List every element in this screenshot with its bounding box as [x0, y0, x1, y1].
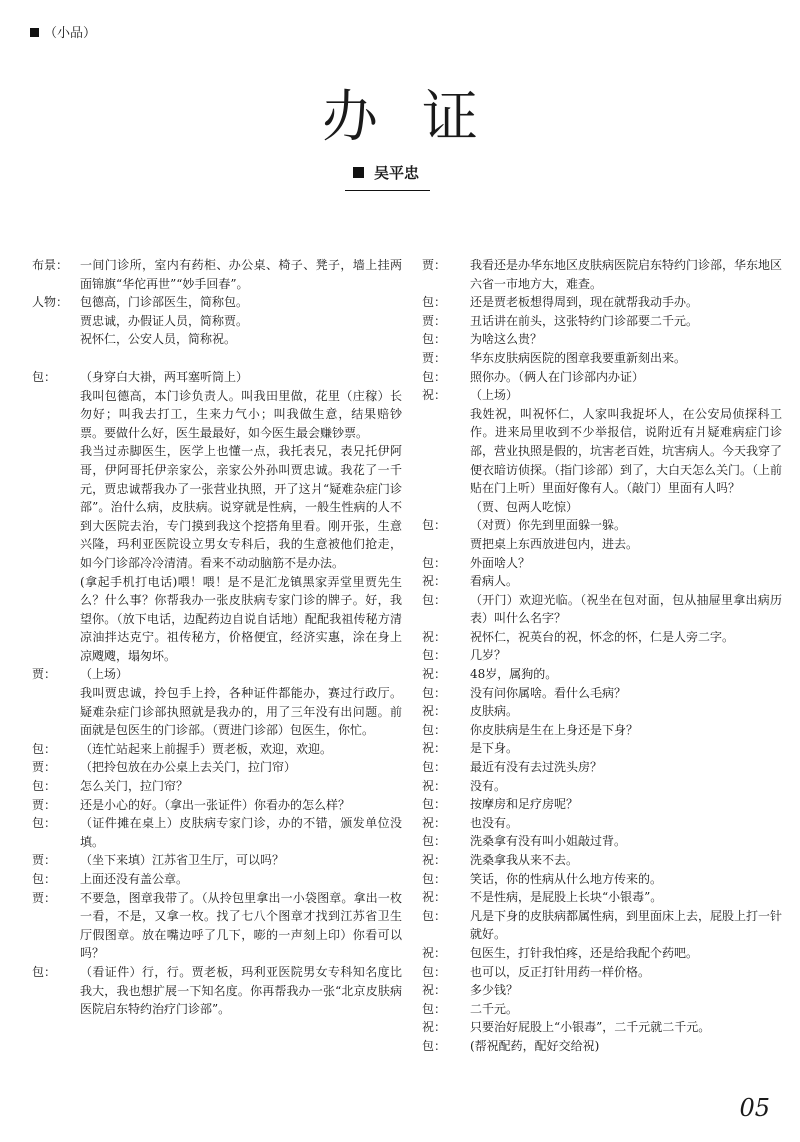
dialogue-text: 包医生，打针我怕疼，还是给我配个药吧。 — [470, 945, 699, 960]
script-line — [32, 293, 402, 312]
speaker-label — [422, 405, 470, 498]
script-line — [32, 796, 402, 815]
speaker-label: 祝： — [422, 778, 447, 793]
speaker-label: 祝： — [422, 574, 447, 589]
dialogue-text: 没有问你属啥。看什么毛病？ — [470, 685, 627, 700]
speaker-label: 包： — [422, 797, 447, 812]
script-line — [32, 312, 402, 331]
speaker-label: 包： — [32, 872, 57, 886]
speaker-label: 祝： — [422, 629, 447, 644]
script-line — [422, 516, 782, 535]
speaker-label — [32, 330, 80, 349]
speaker-label: 布景： — [32, 258, 69, 272]
script-line — [422, 888, 782, 907]
dialogue-text: （连忙站起来上前握手）贾老板，欢迎，欢迎。 — [80, 741, 333, 756]
dialogue-text: 也可以，反正打针用药一样价格。 — [470, 964, 651, 979]
dialogue-text: （上场） — [470, 388, 519, 403]
script-line — [422, 721, 782, 740]
script-line — [32, 684, 402, 740]
script-line — [422, 944, 782, 963]
script-line — [422, 386, 782, 405]
section-tag — [30, 22, 96, 41]
script-line — [422, 591, 782, 628]
dialogue-text: （贾、包两人吃惊） — [470, 499, 579, 514]
speaker-label: 包： — [422, 295, 447, 310]
speaker-label: 包： — [422, 1001, 447, 1016]
script-line — [32, 870, 402, 889]
script-line — [32, 256, 402, 293]
script-line — [422, 758, 782, 777]
dialogue-text: （坐下来填）江苏省卫生厅，可以吗？ — [80, 853, 285, 868]
speaker-label: 祝： — [422, 1020, 447, 1035]
dialogue-text: 我姓祝，叫祝怀仁，人家叫我捉坏人，在公安局侦探科工作。进来局里收到不少举报信，说附近有爿疑难病症门诊部，营业执照是假的，坑害老百姓，坑害病人。今天我穿了便衣暗访侦探。（指门诊部）到了，大白天怎么关门。（上前贴在门上听）里面好像有人。（敲门）里面有人吗？ — [470, 406, 783, 496]
dialogue-text: 祝怀仁，公安人员，简称祝。 — [80, 332, 237, 347]
dialogue-text: （身穿白大褂，两耳塞听筒上） — [80, 369, 249, 384]
dialogue-text: 看病人。 — [470, 574, 519, 589]
speaker-label: 包： — [422, 332, 447, 347]
script-line — [32, 740, 402, 759]
script-line — [422, 702, 782, 721]
speaker-label — [422, 498, 470, 517]
dialogue-text: （证件摊在桌上）皮肤病专家门诊，办的不错，颁发单位没填。 — [80, 816, 402, 849]
script-line — [422, 665, 782, 684]
speaker-label: 贾： — [422, 350, 447, 365]
speaker-label: 贾： — [32, 667, 57, 682]
dialogue-text: 只要治好屁股上“小银毒”，二千元就二千元。 — [470, 1020, 711, 1035]
speaker-label: 贾： — [32, 797, 57, 812]
script-line — [422, 1000, 782, 1019]
dialogue-text: 多少钱？ — [470, 983, 519, 998]
script-line — [32, 387, 402, 443]
script-line — [422, 256, 782, 293]
speaker-label: 贾： — [32, 760, 57, 775]
left-column — [32, 256, 402, 1019]
dialogue-text: 几岁？ — [470, 648, 507, 663]
script-line — [422, 907, 782, 944]
speaker-label — [32, 442, 80, 572]
speaker-label: 祝： — [422, 815, 447, 830]
script-line — [422, 293, 782, 312]
dialogue-text: 贾忠诚，办假证人员，简称贾。 — [80, 313, 249, 328]
script-line — [422, 1037, 782, 1056]
dialogue-text: 为啥这么贵？ — [470, 332, 543, 347]
script-line — [422, 349, 782, 368]
speaker-label: 祝： — [422, 704, 447, 719]
dialogue-text: （对贾）你先到里面躲一躲。 — [470, 518, 627, 533]
script-line — [32, 814, 402, 851]
speaker-label: 祝： — [422, 890, 447, 905]
script-line — [32, 665, 402, 684]
dialogue-text: 还是贾老板想得周到，现在就帮我动手办。 — [470, 295, 699, 310]
script-line — [32, 368, 402, 387]
speaker-label — [32, 573, 80, 666]
script-line — [32, 442, 402, 572]
speaker-label — [422, 535, 470, 554]
speaker-label: 包： — [32, 741, 57, 756]
dialogue-text: 一间门诊所，室内有药柜、办公桌、椅子、凳子，墙上挂两面锦旗“华佗再世”“妙手回春”。 — [80, 258, 402, 291]
speaker-label: 祝： — [422, 388, 447, 403]
dialogue-text: 外面啥人？ — [470, 555, 531, 570]
page-number: 05 — [739, 1094, 770, 1122]
dialogue-text: 是下身。 — [470, 741, 519, 756]
speaker-label: 祝： — [422, 945, 447, 960]
dialogue-text: 华东皮肤病医院的图章我要重新刻出来。 — [470, 350, 687, 365]
speaker-label — [32, 387, 80, 443]
script-line — [422, 554, 782, 573]
script-line — [422, 1018, 782, 1037]
speaker-label — [32, 312, 80, 331]
speaker-label: 贾： — [32, 890, 57, 905]
dialogue-text: 还是小心的好。（拿出一张证件）你看办的怎么样？ — [80, 797, 351, 812]
script-line — [32, 889, 402, 963]
dialogue-text: 照你办。（俩人在门诊部内办证） — [470, 369, 645, 384]
paragraph-gap — [32, 349, 402, 368]
dialogue-text: 二千元。 — [470, 1001, 519, 1016]
dialogue-text: 你皮肤病是生在上身还是下身？ — [470, 722, 639, 737]
dialogue-text: (拿起手机打电话)喂！喂！是不是汇龙镇黑家弄堂里贾先生么？什么事？你帮我办一张皮肤病专家门诊的牌子。好，我望你。（放下电话，边配药边自说自话地）配配我祖传秘方清凉油拌达克宁。祖传秘方，价格便宜，经济实惠，涂在身上凉飕飕，塌匆坏。 — [80, 574, 402, 663]
dialogue-text: 不是性病，是屁股上长块“小银毒”。 — [470, 890, 663, 905]
dialogue-text: 我叫贾忠诚，拎包手上拎，各种证件都能办，赛过行政厅。疑难杂症门诊部执照就是我办的，用了三年没有出问题。前面就是包医生的门诊部。（贾进门诊部）包医生，你忙。 — [80, 686, 402, 738]
speaker-label: 包： — [422, 369, 447, 384]
speaker-label: 包： — [32, 369, 57, 384]
dialogue-text: 包德高，门诊部医生，简称包。 — [80, 295, 249, 310]
dialogue-text: 怎么关门，拉门帘？ — [80, 779, 189, 794]
script-line — [422, 739, 782, 758]
dialogue-text: 我看还是办华东地区皮肤病医院启东特约门诊部，华东地区六省一市地方大，难查。 — [470, 258, 783, 291]
dialogue-text: 上面还没有盖公章。 — [80, 872, 189, 886]
speaker-label: 包： — [32, 816, 57, 831]
speaker-label: 包： — [32, 964, 57, 979]
script-line — [422, 646, 782, 665]
speaker-label: 包： — [422, 871, 447, 886]
speaker-label: 包： — [32, 779, 57, 794]
script-line — [32, 777, 402, 796]
script-line — [422, 981, 782, 1000]
speaker-label: 包： — [422, 760, 447, 775]
script-line — [422, 814, 782, 833]
dialogue-text: 洗桑拿有没有叫小姐敲过背。 — [470, 834, 627, 849]
script-line — [422, 498, 782, 517]
page-title: 办证 — [322, 85, 522, 150]
dialogue-text: 笑话，你的性病从什么地方传来的。 — [470, 871, 663, 886]
speaker-label: 包： — [422, 648, 447, 663]
script-line — [422, 330, 782, 349]
script-line — [32, 851, 402, 870]
dialogue-text: （看证件）行，行。贾老板，玛利亚医院男女专科知名度比我大，我也想扩展一下知名度。你再帮我办一张“北京皮肤病医院启东特约治疗门诊部”。 — [80, 964, 402, 1017]
square-bullet-icon — [353, 167, 364, 178]
speaker-label: 贾： — [32, 853, 57, 868]
script-line — [32, 330, 402, 349]
speaker-label: 包： — [422, 555, 447, 570]
dialogue-text: 丑话讲在前头，这张特约门诊部要二千元。 — [470, 313, 699, 328]
script-line — [422, 851, 782, 870]
speaker-label: 包： — [422, 685, 447, 700]
speaker-label: 人物： — [32, 295, 69, 310]
script-line — [422, 832, 782, 851]
author-name: 吴平忠 — [374, 164, 420, 182]
dialogue-text: 皮肤病。 — [470, 704, 519, 719]
speaker-label — [32, 684, 80, 740]
dialogue-text: 按摩房和足疗房呢？ — [470, 797, 579, 812]
dialogue-text: 祝怀仁，祝英台的祝，怀念的怀，仁是人旁二字。 — [470, 629, 735, 644]
script-line — [32, 758, 402, 777]
dialogue-text: 最近有没有去过洗头房？ — [470, 760, 603, 775]
dialogue-text: 48岁，属狗的。 — [470, 667, 558, 682]
speaker-label: 贾： — [422, 313, 447, 328]
dialogue-text: （开门）欢迎光临。（祝坐在包对面，包从抽屉里拿出病历表）叫什么名字？ — [470, 592, 782, 626]
script-line — [32, 573, 402, 666]
speaker-label: 包： — [422, 834, 447, 849]
dialogue-text: 我叫包德高，本门诊负责人。叫我田里做，花里（庄稼）长勿好；叫我去打工，生来力气小；叫我做生意，结果赔钞票。要做什么好，医生最最好，如今医生最会赚钞票。 — [80, 388, 402, 440]
dialogue-text: 凡是下身的皮肤病都属性病，到里面床上去，屁股上打一针就好。 — [470, 908, 783, 942]
script-line — [422, 795, 782, 814]
speaker-label: 包： — [422, 908, 447, 923]
speaker-label: 祝： — [422, 853, 447, 867]
script-line — [422, 777, 782, 796]
dialogue-text: (帮祝配药，配好交给祝) — [470, 1038, 600, 1053]
script-line — [422, 405, 782, 498]
dialogue-text: （把拎包放在办公桌上去关门，拉门帘） — [80, 760, 297, 775]
script-line — [422, 572, 782, 591]
author-underline — [345, 190, 430, 191]
speaker-label: 贾： — [422, 258, 447, 272]
dialogue-text: 洗桑拿我从来不去。 — [470, 853, 579, 867]
dialogue-text: 没有。 — [470, 778, 507, 793]
script-line — [422, 684, 782, 703]
speaker-label: 祝： — [422, 741, 447, 756]
speaker-label: 祝： — [422, 983, 447, 998]
dialogue-text: （上场） — [80, 667, 129, 682]
dialogue-text: 不要急，图章我带了。（从拎包里拿出一小袋图章。拿出一枚一看，不是，又拿一枚。找了七八个图章才找到江苏省卫生厅假图章。放在嘴边呼了几下，嘭的一声刻上印）你看可以吗？ — [80, 890, 402, 961]
dialogue-text: 也没有。 — [470, 815, 519, 830]
script-line — [422, 368, 782, 387]
script-line — [422, 628, 782, 647]
script-line — [32, 963, 402, 1019]
speaker-label: 包： — [422, 964, 447, 979]
speaker-label: 包： — [422, 722, 447, 737]
speaker-label: 包： — [422, 518, 447, 533]
script-line — [422, 963, 782, 982]
square-bullet-icon — [30, 28, 39, 37]
section-label: （小品） — [44, 26, 97, 41]
speaker-label: 包： — [422, 1038, 447, 1053]
script-line — [422, 535, 782, 554]
dialogue-text: 我当过赤脚医生，医学上也懂一点，我托表兄，表兄托伊阿哥，伊阿哥托伊亲家公，亲家公外孙叫贾忠诚。我花了一千元，贾忠诚帮我办了一张营业执照，开了这爿“疑难杂症门诊部”。治什么病，皮肤病。说穿就是性病，一般生性病的人不到大医院去治，专门摸到我这个挖搭角里看。刚开张，生意兴隆，玛利亚医院设立男女专科后，我的生意被他们抢走，如今门诊部冷冷清清。看来不动动脑筋不是办法。 — [80, 444, 402, 570]
speaker-label: 祝： — [422, 667, 447, 682]
right-column — [422, 256, 782, 1056]
speaker-label: 包： — [422, 592, 447, 607]
author-byline — [353, 162, 419, 183]
dialogue-text: 贾把桌上东西放进包内，进去。 — [470, 536, 639, 551]
script-line — [422, 870, 782, 889]
script-line — [422, 312, 782, 331]
